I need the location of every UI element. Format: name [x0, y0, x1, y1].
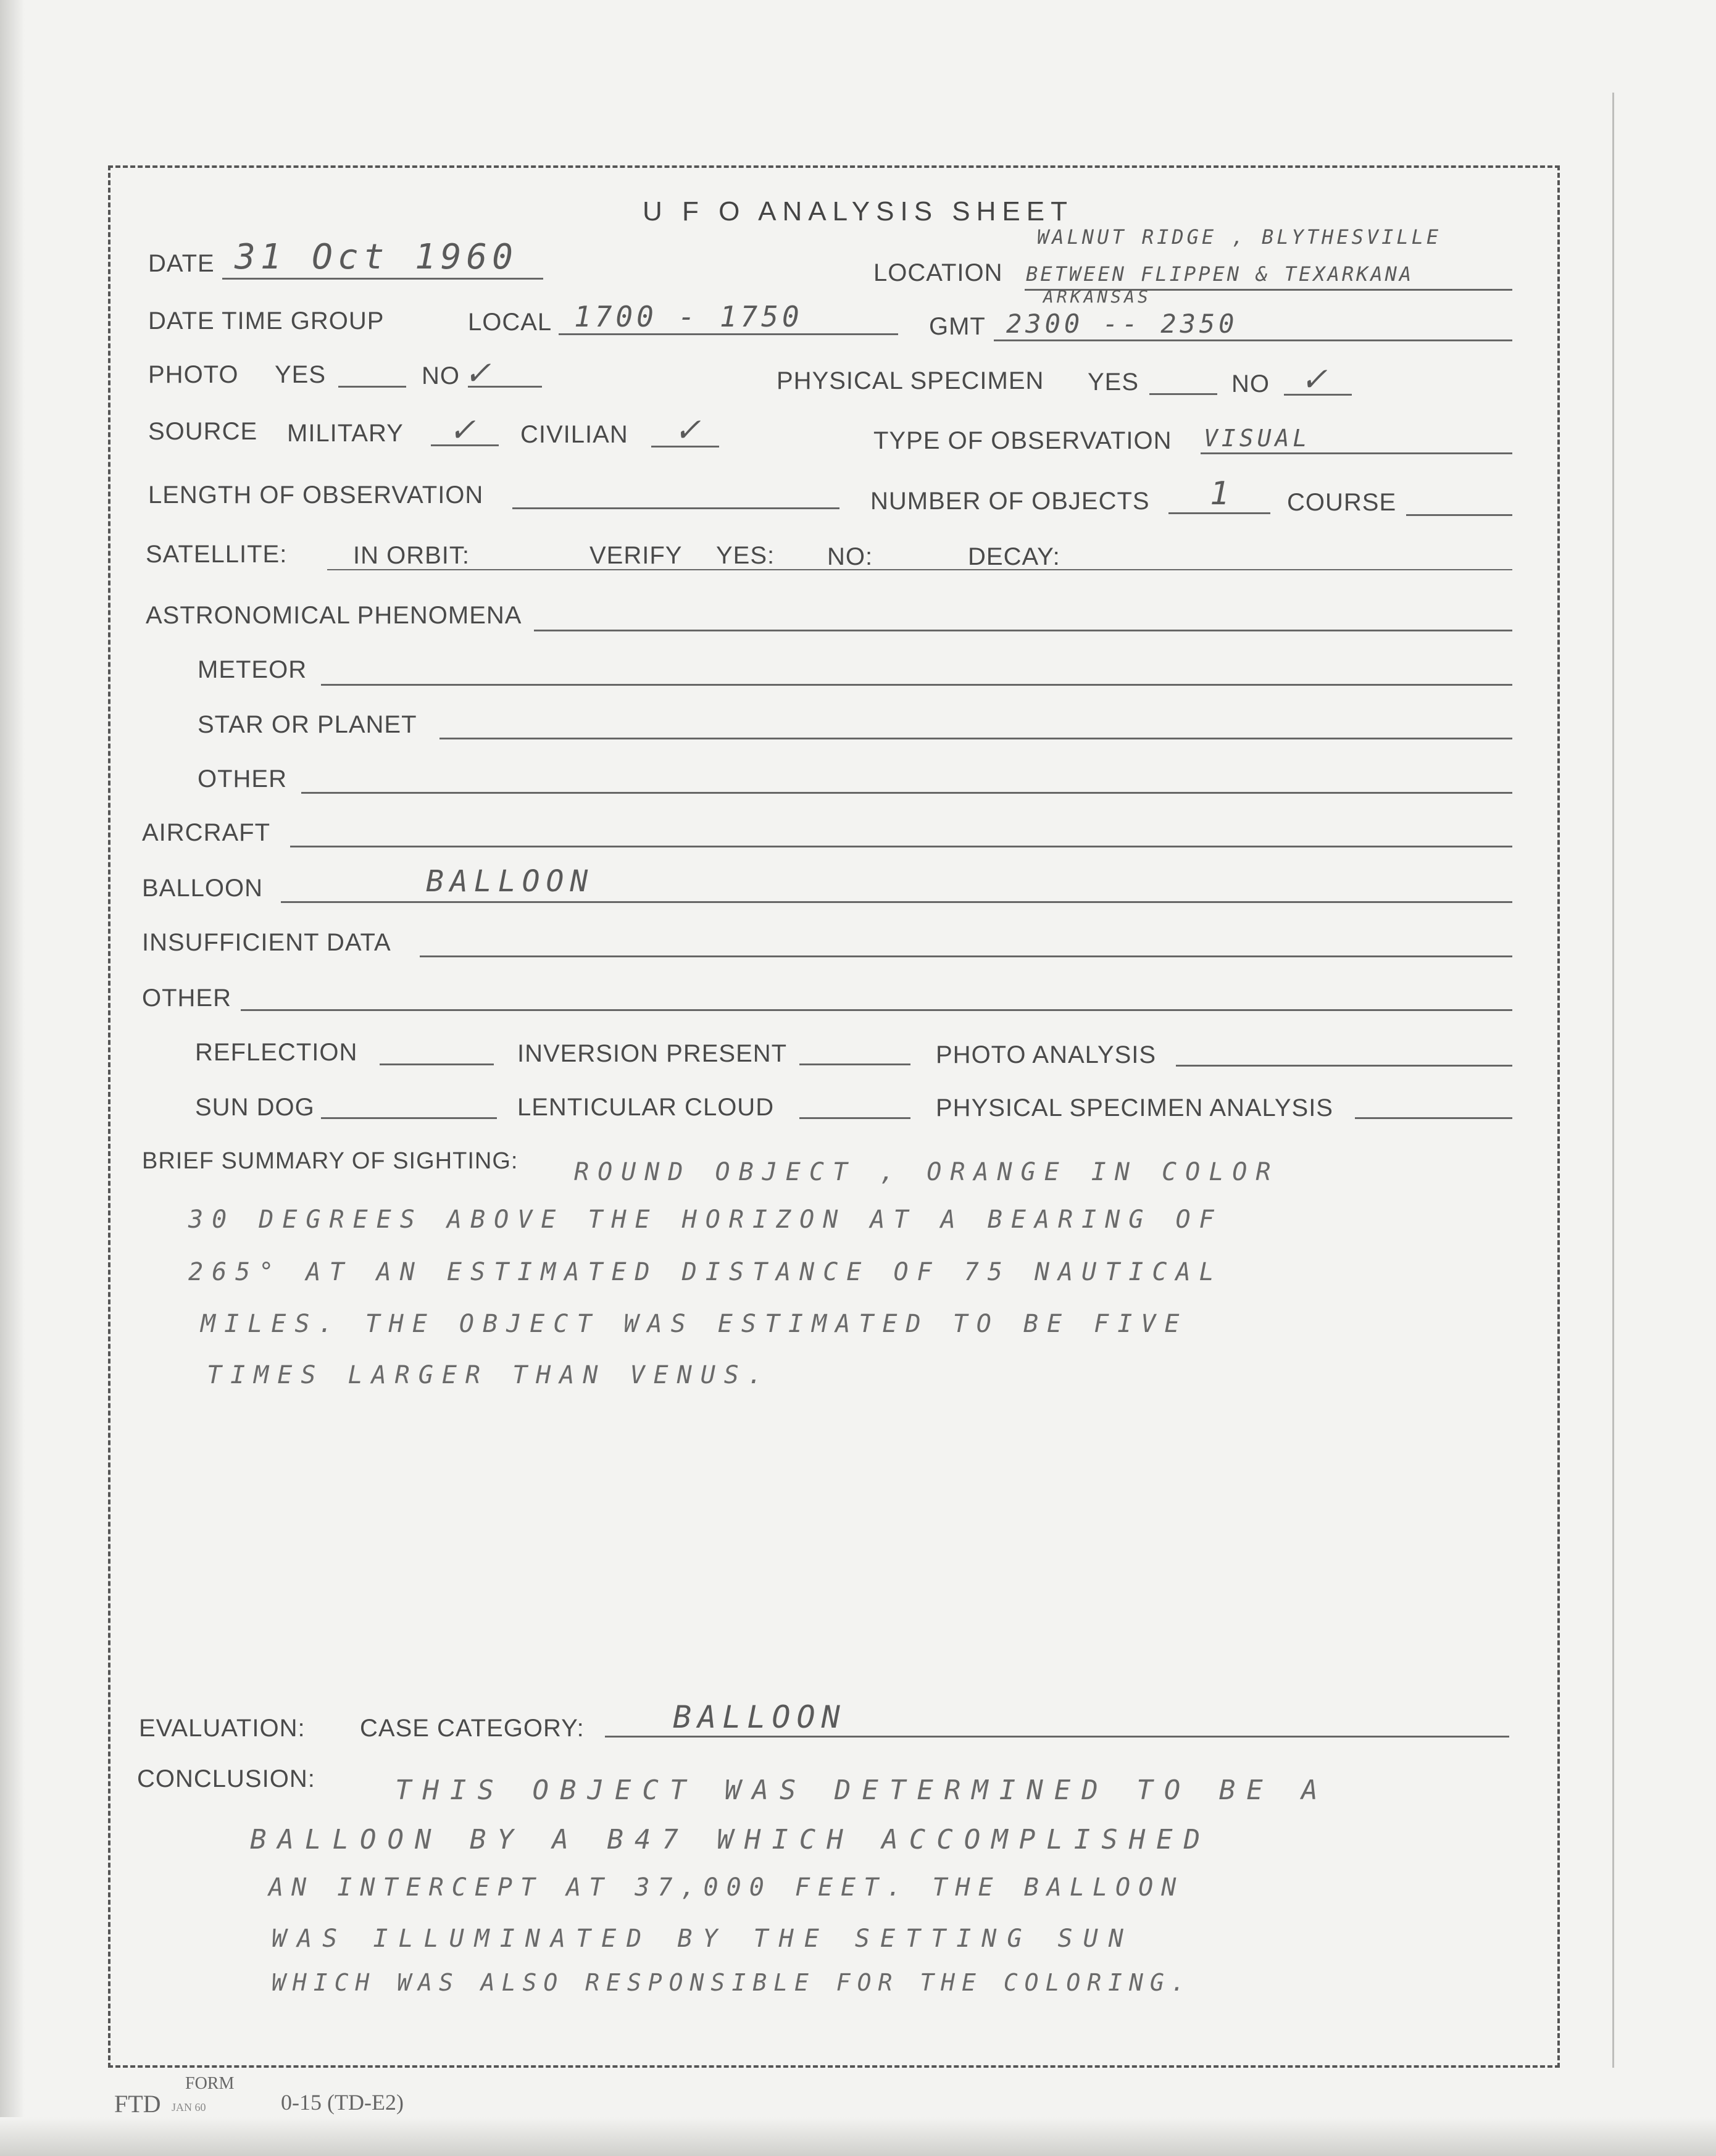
military-check[interactable]: ✓ [451, 407, 477, 451]
case-category-label: CASE CATEGORY: [360, 1715, 585, 1742]
phys-no-label: NO [1231, 370, 1270, 397]
verify-label: VERIFY [589, 542, 683, 569]
footer-form-number: 0-15 (TD-E2) [281, 2090, 404, 2115]
num-objects-line [1168, 512, 1270, 514]
photo-analysis-label: PHOTO ANALYSIS [936, 1041, 1157, 1068]
aircraft-label: AIRCRAFT [142, 819, 270, 846]
local-label: LOCAL [468, 309, 552, 336]
summary-line-4: MILES. THE OBJECT WAS ESTIMATED TO BE FIVE [201, 1310, 1188, 1338]
astronomical-line[interactable] [534, 630, 1512, 631]
source-label: SOURCE [148, 418, 258, 445]
sun-dog-line[interactable] [321, 1117, 497, 1119]
gmt-value: 2300 -- 2350 [1006, 309, 1238, 339]
civilian-line [651, 446, 719, 447]
inversion-label: INVERSION PRESENT [517, 1040, 788, 1067]
balloon-label: BALLOON [142, 875, 263, 902]
conclusion-line-5: WHICH WAS ALSO RESPONSIBLE FOR THE COLORING. [272, 1969, 1192, 1996]
civilian-label: CIVILIAN [520, 421, 628, 448]
inversion-line[interactable] [799, 1063, 910, 1065]
length-observation-label: LENGTH OF OBSERVATION [148, 481, 484, 509]
in-orbit-label: IN ORBIT: [353, 542, 470, 569]
reflection-line[interactable] [380, 1063, 494, 1065]
astro-other-line[interactable] [301, 792, 1512, 794]
type-observation-line [1201, 452, 1512, 454]
phys-no-line [1284, 394, 1352, 396]
date-line [222, 278, 543, 280]
summary-line-1: ROUND OBJECT , ORANGE IN COLOR [574, 1158, 1280, 1186]
balloon-value: BALLOON [426, 864, 594, 899]
star-planet-line[interactable] [439, 738, 1512, 739]
gmt-line [994, 339, 1512, 341]
sun-dog-label: SUN DOG [195, 1094, 315, 1121]
physical-analysis-label: PHYSICAL SPECIMEN ANALYSIS [936, 1094, 1333, 1122]
scan-edge-right [1612, 93, 1614, 2068]
photo-yes-line[interactable] [338, 386, 406, 388]
case-category-value: BALLOON [673, 1699, 846, 1735]
footer-form: FORM [185, 2074, 235, 2093]
other-line[interactable] [241, 1009, 1512, 1011]
course-line[interactable] [1406, 514, 1512, 516]
astronomical-label: ASTRONOMICAL PHENOMENA [146, 602, 522, 629]
meteor-label: METEOR [198, 656, 307, 683]
physical-specimen-label: PHYSICAL SPECIMEN [777, 367, 1044, 394]
lenticular-label: LENTICULAR CLOUD [517, 1094, 775, 1121]
local-line [559, 333, 898, 335]
satellite-label: SATELLITE: [146, 541, 288, 568]
decay-label: DECAY: [968, 543, 1060, 570]
reflection-label: REFLECTION [195, 1039, 358, 1066]
course-label: COURSE [1287, 489, 1397, 516]
phys-yes-label: YES [1088, 368, 1139, 396]
insufficient-data-line[interactable] [420, 955, 1512, 957]
phys-no-check[interactable]: ✓ [1302, 357, 1329, 400]
meteor-line[interactable] [321, 684, 1512, 686]
astro-other-label: OTHER [198, 765, 287, 793]
num-objects-value: 1 [1210, 475, 1233, 512]
footer-ftd: FTD [114, 2090, 161, 2118]
location-value-line1: WALNUT RIDGE , BLYTHESVILLE [1037, 225, 1442, 249]
photo-no-line [468, 386, 542, 388]
location-value-line2: BETWEEN FLIPPEN & TEXARKANA [1026, 262, 1414, 286]
photo-label: PHOTO [148, 361, 239, 388]
photo-analysis-line[interactable] [1176, 1065, 1512, 1067]
num-objects-label: NUMBER OF OBJECTS [870, 488, 1150, 515]
photo-yes-label: YES [275, 361, 327, 388]
conclusion-line-2: BALLOON BY A B47 WHICH ACCOMPLISHED [250, 1824, 1212, 1855]
date-value: 31 Oct 1960 [235, 237, 518, 277]
photo-no-label: NO [422, 362, 460, 389]
verify-no-label: NO: [827, 543, 873, 570]
case-category-line [605, 1736, 1509, 1738]
photo-no-check[interactable]: ✓ [466, 351, 493, 394]
location-value-line3: ARKANSAS [1043, 286, 1151, 307]
conclusion-line-4: WAS ILLUMINATED BY THE SETTING SUN [272, 1925, 1134, 1953]
military-label: MILITARY [287, 420, 404, 447]
summary-line-2: 30 DEGREES ABOVE THE HORIZON AT A BEARING OF [188, 1205, 1223, 1234]
length-observation-line[interactable] [512, 507, 839, 509]
local-value: 1700 - 1750 [574, 300, 803, 333]
type-observation-value: VISUAL [1204, 425, 1311, 452]
aircraft-line[interactable] [290, 846, 1512, 847]
satellite-line [327, 569, 1512, 570]
summary-line-3: 265° AT AN ESTIMATED DISTANCE OF 75 NAUTICAL [188, 1258, 1223, 1286]
footer-form-sub: JAN 60 [172, 2101, 206, 2113]
scan-edge-left [0, 0, 25, 2156]
balloon-line [281, 901, 1512, 903]
location-label: LOCATION [873, 259, 1003, 286]
conclusion-line-3: AN INTERCEPT AT 37,000 FEET. THE BALLOON [269, 1873, 1185, 1902]
phys-yes-line[interactable] [1149, 393, 1217, 395]
scan-edge-bottom [0, 2117, 1716, 2156]
verify-yes-label: YES: [716, 542, 775, 569]
insufficient-data-label: INSUFFICIENT DATA [142, 929, 391, 956]
gmt-label: GMT [929, 313, 986, 340]
summary-label: BRIEF SUMMARY OF SIGHTING: [142, 1148, 519, 1174]
lenticular-line[interactable] [799, 1117, 910, 1119]
star-planet-label: STAR OR PLANET [198, 711, 417, 738]
evaluation-label: EVALUATION: [139, 1715, 306, 1742]
date-label: DATE [148, 250, 215, 277]
conclusion-line-1: THIS OBJECT WAS DETERMINED TO BE A [395, 1775, 1329, 1806]
physical-analysis-line[interactable] [1355, 1117, 1512, 1119]
summary-line-5: TIMES LARGER THAN VENUS. [207, 1361, 771, 1389]
civilian-check[interactable]: ✓ [676, 407, 702, 451]
type-observation-label: TYPE OF OBSERVATION [873, 427, 1172, 454]
dtg-label: DATE TIME GROUP [148, 307, 385, 335]
military-line [431, 444, 499, 446]
conclusion-label: CONCLUSION: [137, 1765, 315, 1792]
other-label: OTHER [142, 984, 231, 1012]
form-title: U F O ANALYSIS SHEET [643, 196, 1073, 227]
